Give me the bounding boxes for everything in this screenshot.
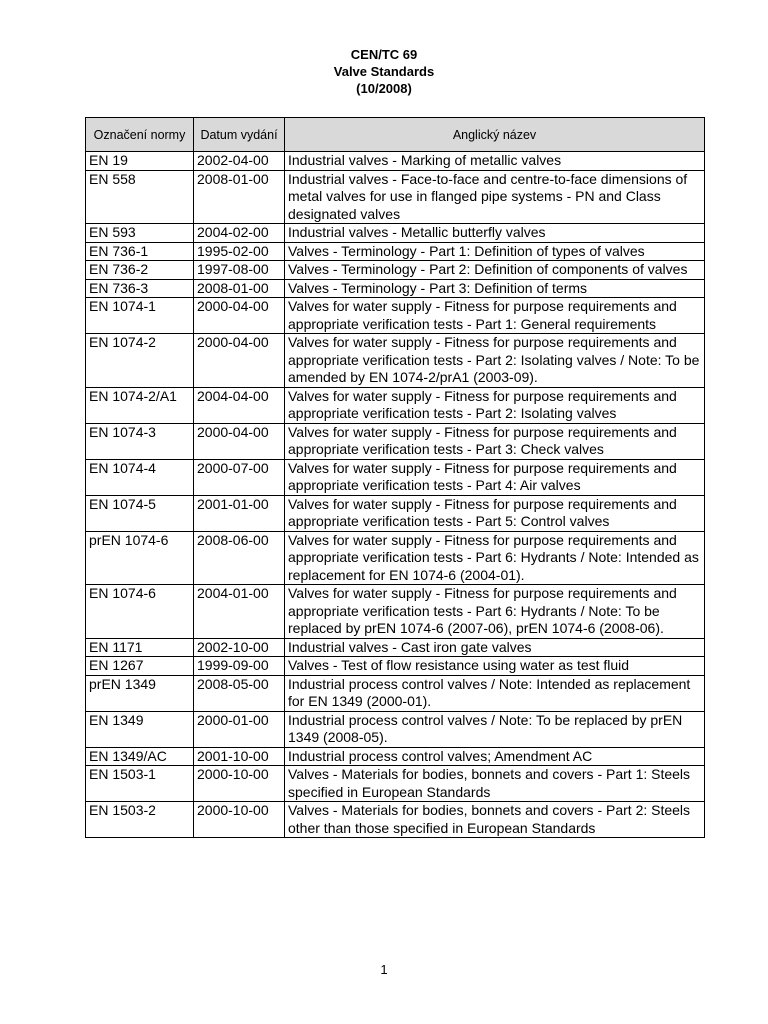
english-title: Industrial valves - Marking of metallic valves [285, 152, 705, 171]
issue-date: 1997-08-00 [194, 261, 285, 280]
table-header-row [86, 118, 705, 152]
issue-date: 2000-01-00 [194, 711, 285, 747]
standard-code: EN 1503-1 [86, 766, 194, 802]
standard-code: EN 1074-5 [86, 495, 194, 531]
issue-date: 2002-04-00 [194, 152, 285, 171]
issue-date: 1995-02-00 [194, 242, 285, 261]
table-row [86, 224, 705, 243]
standards-table [85, 117, 705, 838]
issue-date: 1999-09-00 [194, 657, 285, 676]
table-row [86, 747, 705, 766]
standard-code: EN 593 [86, 224, 194, 243]
issue-date: 2004-02-00 [194, 224, 285, 243]
standard-code: EN 1503-2 [86, 802, 194, 838]
standard-code: EN 1074-3 [86, 423, 194, 459]
standard-code: EN 1349/AC [86, 747, 194, 766]
english-title: Valves for water supply - Fitness for purpose requirements and appropriate verification tests - Part 6: Hydrants / Note: Intended as replacement for EN 1074-6 (2004-01). [285, 531, 705, 585]
standard-code: EN 1171 [86, 638, 194, 657]
english-title: Valves - Terminology - Part 1: Definition of types of valves [285, 242, 705, 261]
issue-date: 2002-10-00 [194, 638, 285, 657]
column-header-date: Datum vydání [194, 118, 285, 152]
issue-date: 2000-04-00 [194, 334, 285, 388]
standard-code: EN 1074-4 [86, 459, 194, 495]
standard-code: EN 1074-6 [86, 585, 194, 639]
issue-date: 2000-07-00 [194, 459, 285, 495]
issue-date: 2000-04-00 [194, 298, 285, 334]
english-title: Industrial valves - Metallic butterfly valves [285, 224, 705, 243]
table-body [86, 152, 705, 838]
table-row [86, 334, 705, 388]
issue-date: 2004-01-00 [194, 585, 285, 639]
english-title: Valves for water supply - Fitness for purpose requirements and appropriate verification tests - Part 1: General requirements [285, 298, 705, 334]
table-row [86, 387, 705, 423]
english-title: Valves - Terminology - Part 2: Definition of components of valves [285, 261, 705, 280]
table-row [86, 495, 705, 531]
table-row [86, 711, 705, 747]
issue-date: 2000-10-00 [194, 766, 285, 802]
table-row [86, 242, 705, 261]
table-row [86, 638, 705, 657]
english-title: Valves - Test of flow resistance using water as test fluid [285, 657, 705, 676]
issue-date: 2000-04-00 [194, 423, 285, 459]
column-header-code: Označení normy [86, 118, 194, 152]
issue-date: 2000-10-00 [194, 802, 285, 838]
english-title: Industrial process control valves; Amendment AC [285, 747, 705, 766]
english-title: Valves for water supply - Fitness for purpose requirements and appropriate verification tests - Part 2: Isolating valves [285, 387, 705, 423]
english-title: Valves - Materials for bodies, bonnets and covers - Part 2: Steels other than those specified in European Standards [285, 802, 705, 838]
standard-code: EN 1267 [86, 657, 194, 676]
table-row [86, 766, 705, 802]
table-row [86, 152, 705, 171]
table-row [86, 261, 705, 280]
english-title: Valves for water supply - Fitness for purpose requirements and appropriate verification tests - Part 3: Check valves [285, 423, 705, 459]
table-row [86, 585, 705, 639]
table-row [86, 170, 705, 224]
table-row [86, 675, 705, 711]
document-title: Valve Standards [333, 64, 435, 79]
issue-date: 2001-01-00 [194, 495, 285, 531]
standard-code: EN 1074-2/A1 [86, 387, 194, 423]
issue-date: 2004-04-00 [194, 387, 285, 423]
issue-date: 2008-06-00 [194, 531, 285, 585]
english-title: Industrial process control valves / Note: To be replaced by prEN 1349 (2008-05). [285, 711, 705, 747]
english-title: Industrial process control valves / Note: Intended as replacement for EN 1349 (2000-01). [285, 675, 705, 711]
committee-title: CEN/TC 69 [350, 47, 418, 62]
document-date: (10/2008) [356, 81, 412, 96]
standard-code: EN 1074-2 [86, 334, 194, 388]
table-row [86, 279, 705, 298]
english-title: Valves - Terminology - Part 3: Definition of terms [285, 279, 705, 298]
issue-date: 2008-05-00 [194, 675, 285, 711]
standard-code: EN 19 [86, 152, 194, 171]
column-header-title: Anglický název [285, 118, 705, 152]
standard-code: EN 558 [86, 170, 194, 224]
english-title: Valves - Materials for bodies, bonnets and covers - Part 1: Steels specified in European Standards [285, 766, 705, 802]
document-header [0, 46, 768, 97]
english-title: Valves for water supply - Fitness for purpose requirements and appropriate verification tests - Part 2: Isolating valves / Note: To be amended by EN 1074-2/prA1 (2003-09). [285, 334, 705, 388]
standard-code: prEN 1349 [86, 675, 194, 711]
standard-code: EN 736-2 [86, 261, 194, 280]
standard-code: EN 736-3 [86, 279, 194, 298]
issue-date: 2008-01-00 [194, 279, 285, 298]
issue-date: 2008-01-00 [194, 170, 285, 224]
table-row [86, 459, 705, 495]
table-row [86, 657, 705, 676]
table-row [86, 531, 705, 585]
english-title: Valves for water supply - Fitness for purpose requirements and appropriate verification tests - Part 5: Control valves [285, 495, 705, 531]
issue-date: 2001-10-00 [194, 747, 285, 766]
table-row [86, 423, 705, 459]
standard-code: prEN 1074-6 [86, 531, 194, 585]
page-number: 1 [380, 962, 388, 977]
table-row [86, 802, 705, 838]
english-title: Valves for water supply - Fitness for purpose requirements and appropriate verification tests - Part 4: Air valves [285, 459, 705, 495]
standard-code: EN 1074-1 [86, 298, 194, 334]
english-title: Valves for water supply - Fitness for purpose requirements and appropriate verification tests - Part 6: Hydrants / Note: To be replaced by prEN 1074-6 (2007-06), prEN 1074-6 (2008-06). [285, 585, 705, 639]
standard-code: EN 1349 [86, 711, 194, 747]
standard-code: EN 736-1 [86, 242, 194, 261]
english-title: Industrial valves - Face-to-face and centre-to-face dimensions of metal valves for use in flanged pipe systems - PN and Class designated valves [285, 170, 705, 224]
table-row [86, 298, 705, 334]
english-title: Industrial valves - Cast iron gate valves [285, 638, 705, 657]
